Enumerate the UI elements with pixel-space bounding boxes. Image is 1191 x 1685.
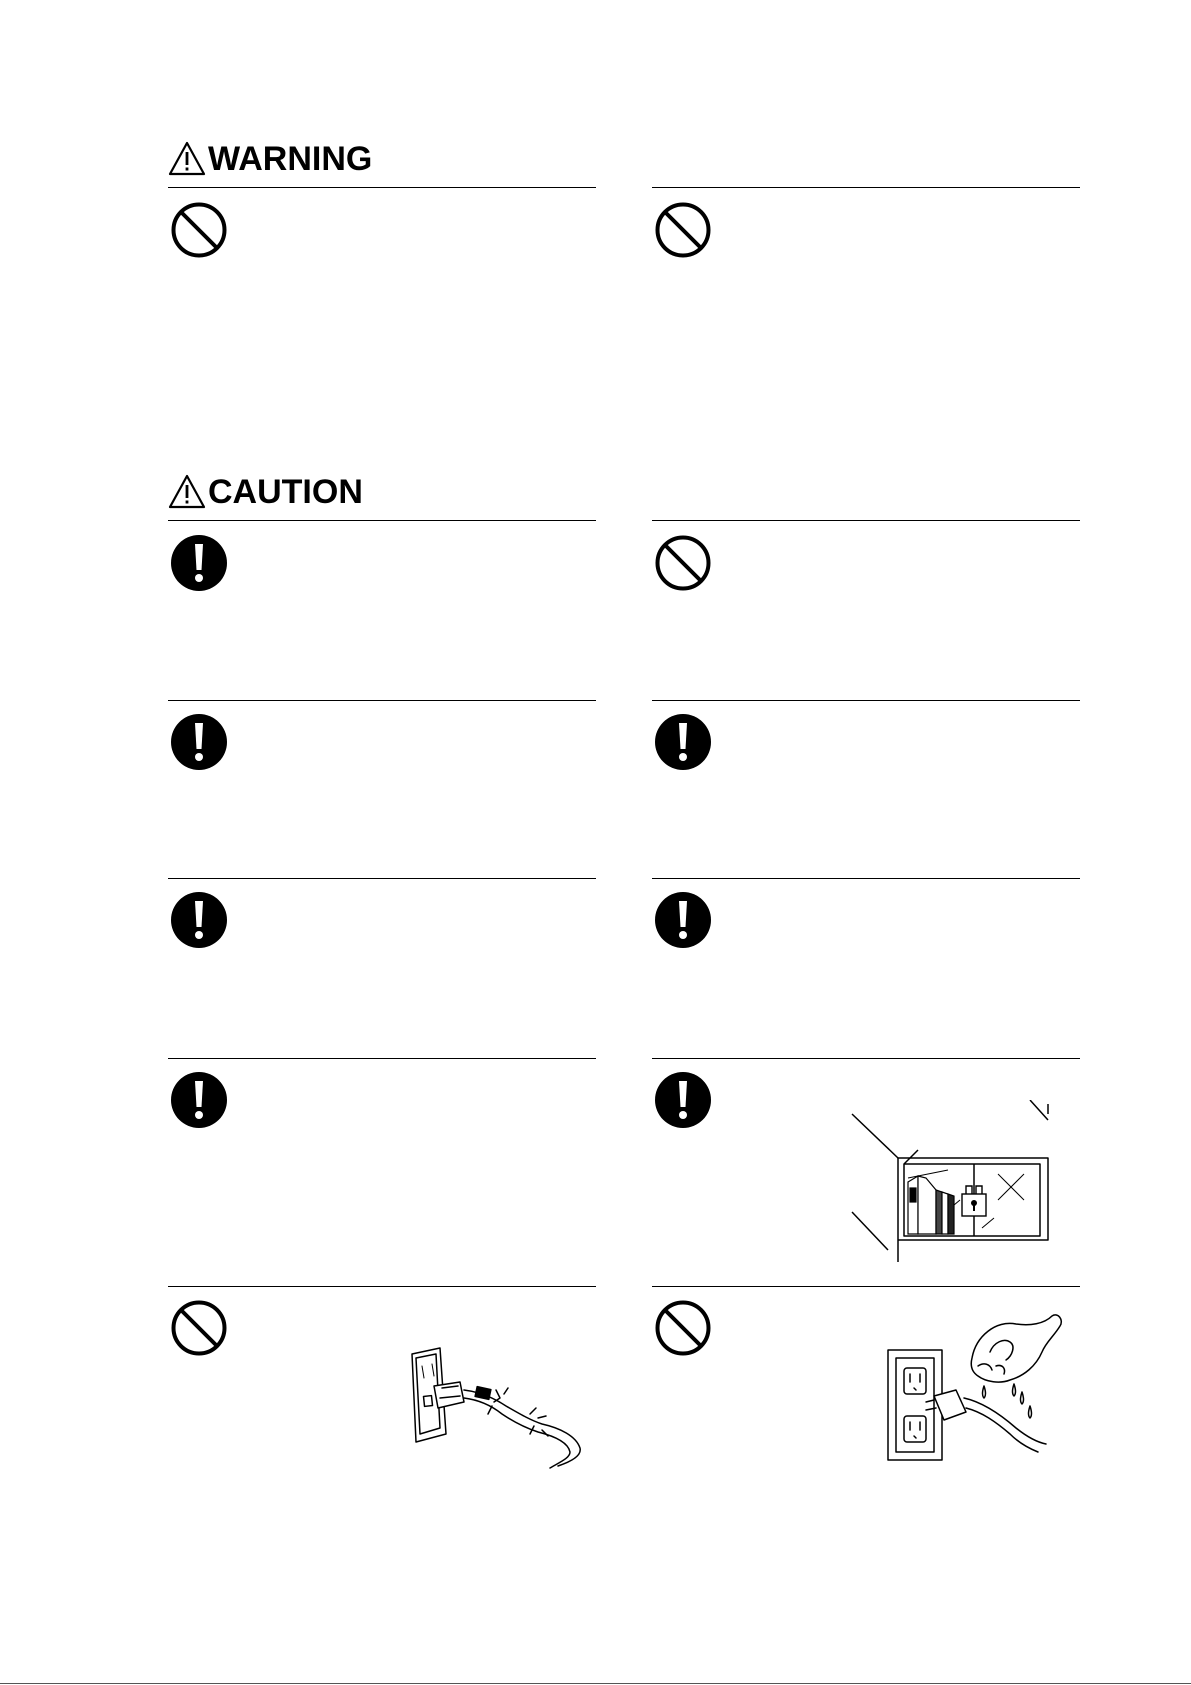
caution-rule-left-3 xyxy=(168,878,596,879)
warning-title: WARNING xyxy=(208,139,373,178)
warning-rule-left xyxy=(168,187,596,188)
caution-heading xyxy=(168,472,363,512)
caution-rule-right-4 xyxy=(652,1058,1080,1059)
mandatory-action-icon xyxy=(654,891,712,949)
prohibited-icon xyxy=(654,201,712,259)
caution-rule-right-1 xyxy=(652,520,1080,521)
mandatory-action-icon xyxy=(170,1071,228,1129)
warning-heading xyxy=(168,139,372,179)
caution-title: CAUTION xyxy=(208,472,363,511)
mandatory-action-icon xyxy=(170,891,228,949)
caution-rule-left-2 xyxy=(168,700,596,701)
warning-triangle-icon xyxy=(168,474,206,510)
caution-rule-left-5 xyxy=(168,1286,596,1287)
mandatory-action-icon xyxy=(170,534,228,592)
damaged-cord-illustration xyxy=(410,1344,592,1470)
caution-rule-left-4 xyxy=(168,1058,596,1059)
prohibited-icon xyxy=(170,201,228,259)
mandatory-action-icon xyxy=(654,713,712,771)
caution-rule-right-2 xyxy=(652,700,1080,701)
prohibited-icon xyxy=(654,534,712,592)
prohibited-icon xyxy=(170,1299,228,1357)
prohibited-icon xyxy=(654,1299,712,1357)
warning-rule-right xyxy=(652,187,1080,188)
warning-triangle-icon xyxy=(168,141,206,177)
mandatory-action-icon xyxy=(654,1071,712,1129)
caution-rule-left-1 xyxy=(168,520,596,521)
wet-hand-outlet-illustration xyxy=(886,1306,1072,1462)
mandatory-action-icon xyxy=(170,713,228,771)
caution-rule-right-3 xyxy=(652,878,1080,879)
locked-cabinet-illustration xyxy=(848,1100,1058,1262)
page-bottom-edge xyxy=(0,1683,1191,1684)
caution-rule-right-5 xyxy=(652,1286,1080,1287)
